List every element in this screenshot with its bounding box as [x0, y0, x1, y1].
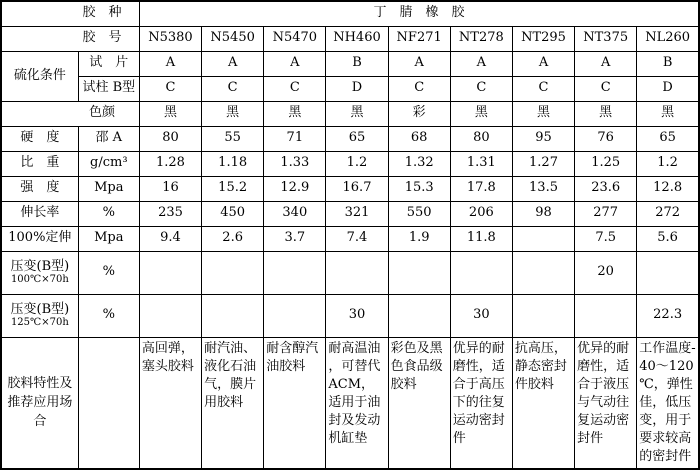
set100-value [139, 251, 201, 294]
specimen-cell: A [264, 51, 326, 76]
strength-unit: Mpa [78, 176, 139, 201]
specimen-cell: B [637, 51, 699, 76]
elongation-value: 321 [326, 201, 388, 226]
strength-value: 16.7 [326, 176, 388, 201]
modulus-label: 100%定伸 [1, 226, 78, 251]
hardness-value: 76 [575, 126, 637, 151]
row-modulus [1, 226, 699, 251]
density-label: 比 重 [1, 151, 78, 176]
hardness-value: 80 [139, 126, 201, 151]
set125-value [264, 294, 326, 337]
features-cell: 抗高压，静态密封件胶料 [512, 337, 574, 469]
hardness-value: 65 [326, 126, 388, 151]
specimen-cell: A [202, 51, 264, 76]
row-color [1, 101, 699, 126]
set100-value [264, 251, 326, 294]
pillar-cell: C [264, 76, 326, 101]
pillar-cell: C [139, 76, 201, 101]
pillar-cell: C [388, 76, 450, 101]
set100-value [512, 251, 574, 294]
grade-cell: NT278 [450, 26, 512, 51]
modulus-value: 5.6 [637, 226, 699, 251]
hardness-value: 65 [637, 126, 699, 151]
elongation-value: 550 [388, 201, 450, 226]
modulus-value: 3.7 [264, 226, 326, 251]
grade-cell: N5380 [139, 26, 201, 51]
row-hardness [1, 126, 699, 151]
features-cell: 优异的耐磨性，适合于液压与气动往复运动密封件 [575, 337, 637, 469]
features-label: 胶料特性及推荐应用场合 [1, 337, 78, 469]
grade-cell: N5450 [202, 26, 264, 51]
hardness-unit: 邵 A [78, 126, 139, 151]
strength-value: 12.8 [637, 176, 699, 201]
density-value: 1.2 [326, 151, 388, 176]
hardness-label: 硬 度 [1, 126, 78, 151]
specimen-cell: A [575, 51, 637, 76]
color-cell: 黑 [512, 101, 574, 126]
set125-value [575, 294, 637, 337]
elongation-unit: % [78, 201, 139, 226]
color-cell: 黑 [139, 101, 201, 126]
features-cell: 耐含醇汽油胶料 [264, 337, 326, 469]
grade-cell: NT375 [575, 26, 637, 51]
color-cell: 黑 [264, 101, 326, 126]
modulus-value: 11.8 [450, 226, 512, 251]
hardness-value: 55 [202, 126, 264, 151]
strength-value: 13.5 [512, 176, 574, 201]
row-density [1, 151, 699, 176]
set125-value [202, 294, 264, 337]
elongation-value: 235 [139, 201, 201, 226]
set125-value: 22.3 [637, 294, 699, 337]
features-cell: 耐汽油、液化石油气，膜片用胶料 [202, 337, 264, 469]
row-compression-set-100 [1, 251, 699, 294]
specimen-cell: A [388, 51, 450, 76]
strength-label: 强 度 [1, 176, 78, 201]
set125-value [512, 294, 574, 337]
set125-value: 30 [450, 294, 512, 337]
features-cell: 耐高温油，可替代ACM，适用于油封及发动机缸垫 [326, 337, 388, 469]
species-label: 胶 种 [1, 1, 139, 26]
pillar-label: 试柱 B型 [78, 76, 139, 101]
color-cell: 黑 [575, 101, 637, 126]
grade-cell: NT295 [512, 26, 574, 51]
strength-value: 23.6 [575, 176, 637, 201]
set125-value [139, 294, 201, 337]
hardness-value: 68 [388, 126, 450, 151]
grade-cell: NH460 [326, 26, 388, 51]
modulus-value: 9.4 [139, 226, 201, 251]
color-cell: 黑 [326, 101, 388, 126]
set100-label [1, 251, 78, 294]
set100-value [637, 251, 699, 294]
set125-value: 30 [326, 294, 388, 337]
set100-unit: % [78, 251, 139, 294]
set100-value [202, 251, 264, 294]
modulus-value: 7.4 [326, 226, 388, 251]
features-cell: 彩色及黑色食品级胶料 [388, 337, 450, 469]
density-value: 1.31 [450, 151, 512, 176]
elongation-label: 伸长率 [1, 201, 78, 226]
row-strength [1, 176, 699, 201]
row-pillar [1, 76, 699, 101]
density-value: 1.2 [637, 151, 699, 176]
hardness-value: 95 [512, 126, 574, 151]
row-specimen [1, 51, 699, 76]
pillar-cell: D [326, 76, 388, 101]
density-value: 1.25 [575, 151, 637, 176]
specimen-cell: B [326, 51, 388, 76]
elongation-value: 206 [450, 201, 512, 226]
specimen-cell: A [450, 51, 512, 76]
strength-value: 12.9 [264, 176, 326, 201]
set125-unit: % [78, 294, 139, 337]
pillar-cell: C [450, 76, 512, 101]
modulus-value [512, 226, 574, 251]
set100-value [388, 251, 450, 294]
strength-value: 15.2 [202, 176, 264, 201]
color-cell: 黑 [450, 101, 512, 126]
elongation-value: 98 [512, 201, 574, 226]
set125-label-line2: 125℃×70h [10, 317, 69, 328]
features-unit-empty [78, 337, 139, 469]
elongation-value: 277 [575, 201, 637, 226]
color-cell: 黑 [637, 101, 699, 126]
density-value: 1.32 [388, 151, 450, 176]
elongation-value: 340 [264, 201, 326, 226]
row-species [1, 1, 699, 26]
pillar-cell: C [512, 76, 574, 101]
cure-condition-label: 硫化条件 [1, 51, 78, 101]
grade-cell: N5470 [264, 26, 326, 51]
density-value: 1.33 [264, 151, 326, 176]
color-label: 色颜 [1, 101, 139, 126]
strength-value: 16 [139, 176, 201, 201]
strength-value: 15.3 [388, 176, 450, 201]
elongation-value: 272 [637, 201, 699, 226]
specimen-label: 试 片 [78, 51, 139, 76]
strength-value: 17.8 [450, 176, 512, 201]
features-cell: 高回弹，塞头胶料 [139, 337, 201, 469]
specimen-cell: A [139, 51, 201, 76]
row-compression-set-125 [1, 294, 699, 337]
pillar-cell: D [637, 76, 699, 101]
set125-label [1, 294, 78, 337]
set125-label-line1: 压变(B型) [10, 302, 70, 317]
row-elongation [1, 201, 699, 226]
features-cell: 优异的耐磨性，适合于高压下的往复运动密封件 [450, 337, 512, 469]
density-unit: g/cm³ [78, 151, 139, 176]
row-grade [1, 26, 699, 51]
modulus-unit: Mpa [78, 226, 139, 251]
density-value: 1.27 [512, 151, 574, 176]
set125-value [388, 294, 450, 337]
color-cell: 黑 [202, 101, 264, 126]
color-cell: 彩 [388, 101, 450, 126]
row-features [1, 337, 699, 469]
density-value: 1.28 [139, 151, 201, 176]
grade-cell: NL260 [637, 26, 699, 51]
pillar-cell: C [575, 76, 637, 101]
features-cell: 工作温度-40～120℃，弹性佳，低压变，用于要求较高的密封件 [637, 337, 699, 469]
hardness-value: 80 [450, 126, 512, 151]
modulus-value: 1.9 [388, 226, 450, 251]
set100-value: 20 [575, 251, 637, 294]
grade-label: 胶 号 [1, 26, 139, 51]
modulus-value: 7.5 [575, 226, 637, 251]
modulus-value: 2.6 [202, 226, 264, 251]
grade-cell: NF271 [388, 26, 450, 51]
species-value: 丁 腈 橡 胶 [139, 1, 699, 26]
hardness-value: 71 [264, 126, 326, 151]
set100-label-line1: 压变(B型) [10, 259, 70, 274]
specimen-cell: A [512, 51, 574, 76]
density-value: 1.18 [202, 151, 264, 176]
pillar-cell: C [202, 76, 264, 101]
set100-value [326, 251, 388, 294]
set100-value [450, 251, 512, 294]
elongation-value: 450 [202, 201, 264, 226]
set100-label-line2: 100℃×70h [10, 274, 69, 285]
